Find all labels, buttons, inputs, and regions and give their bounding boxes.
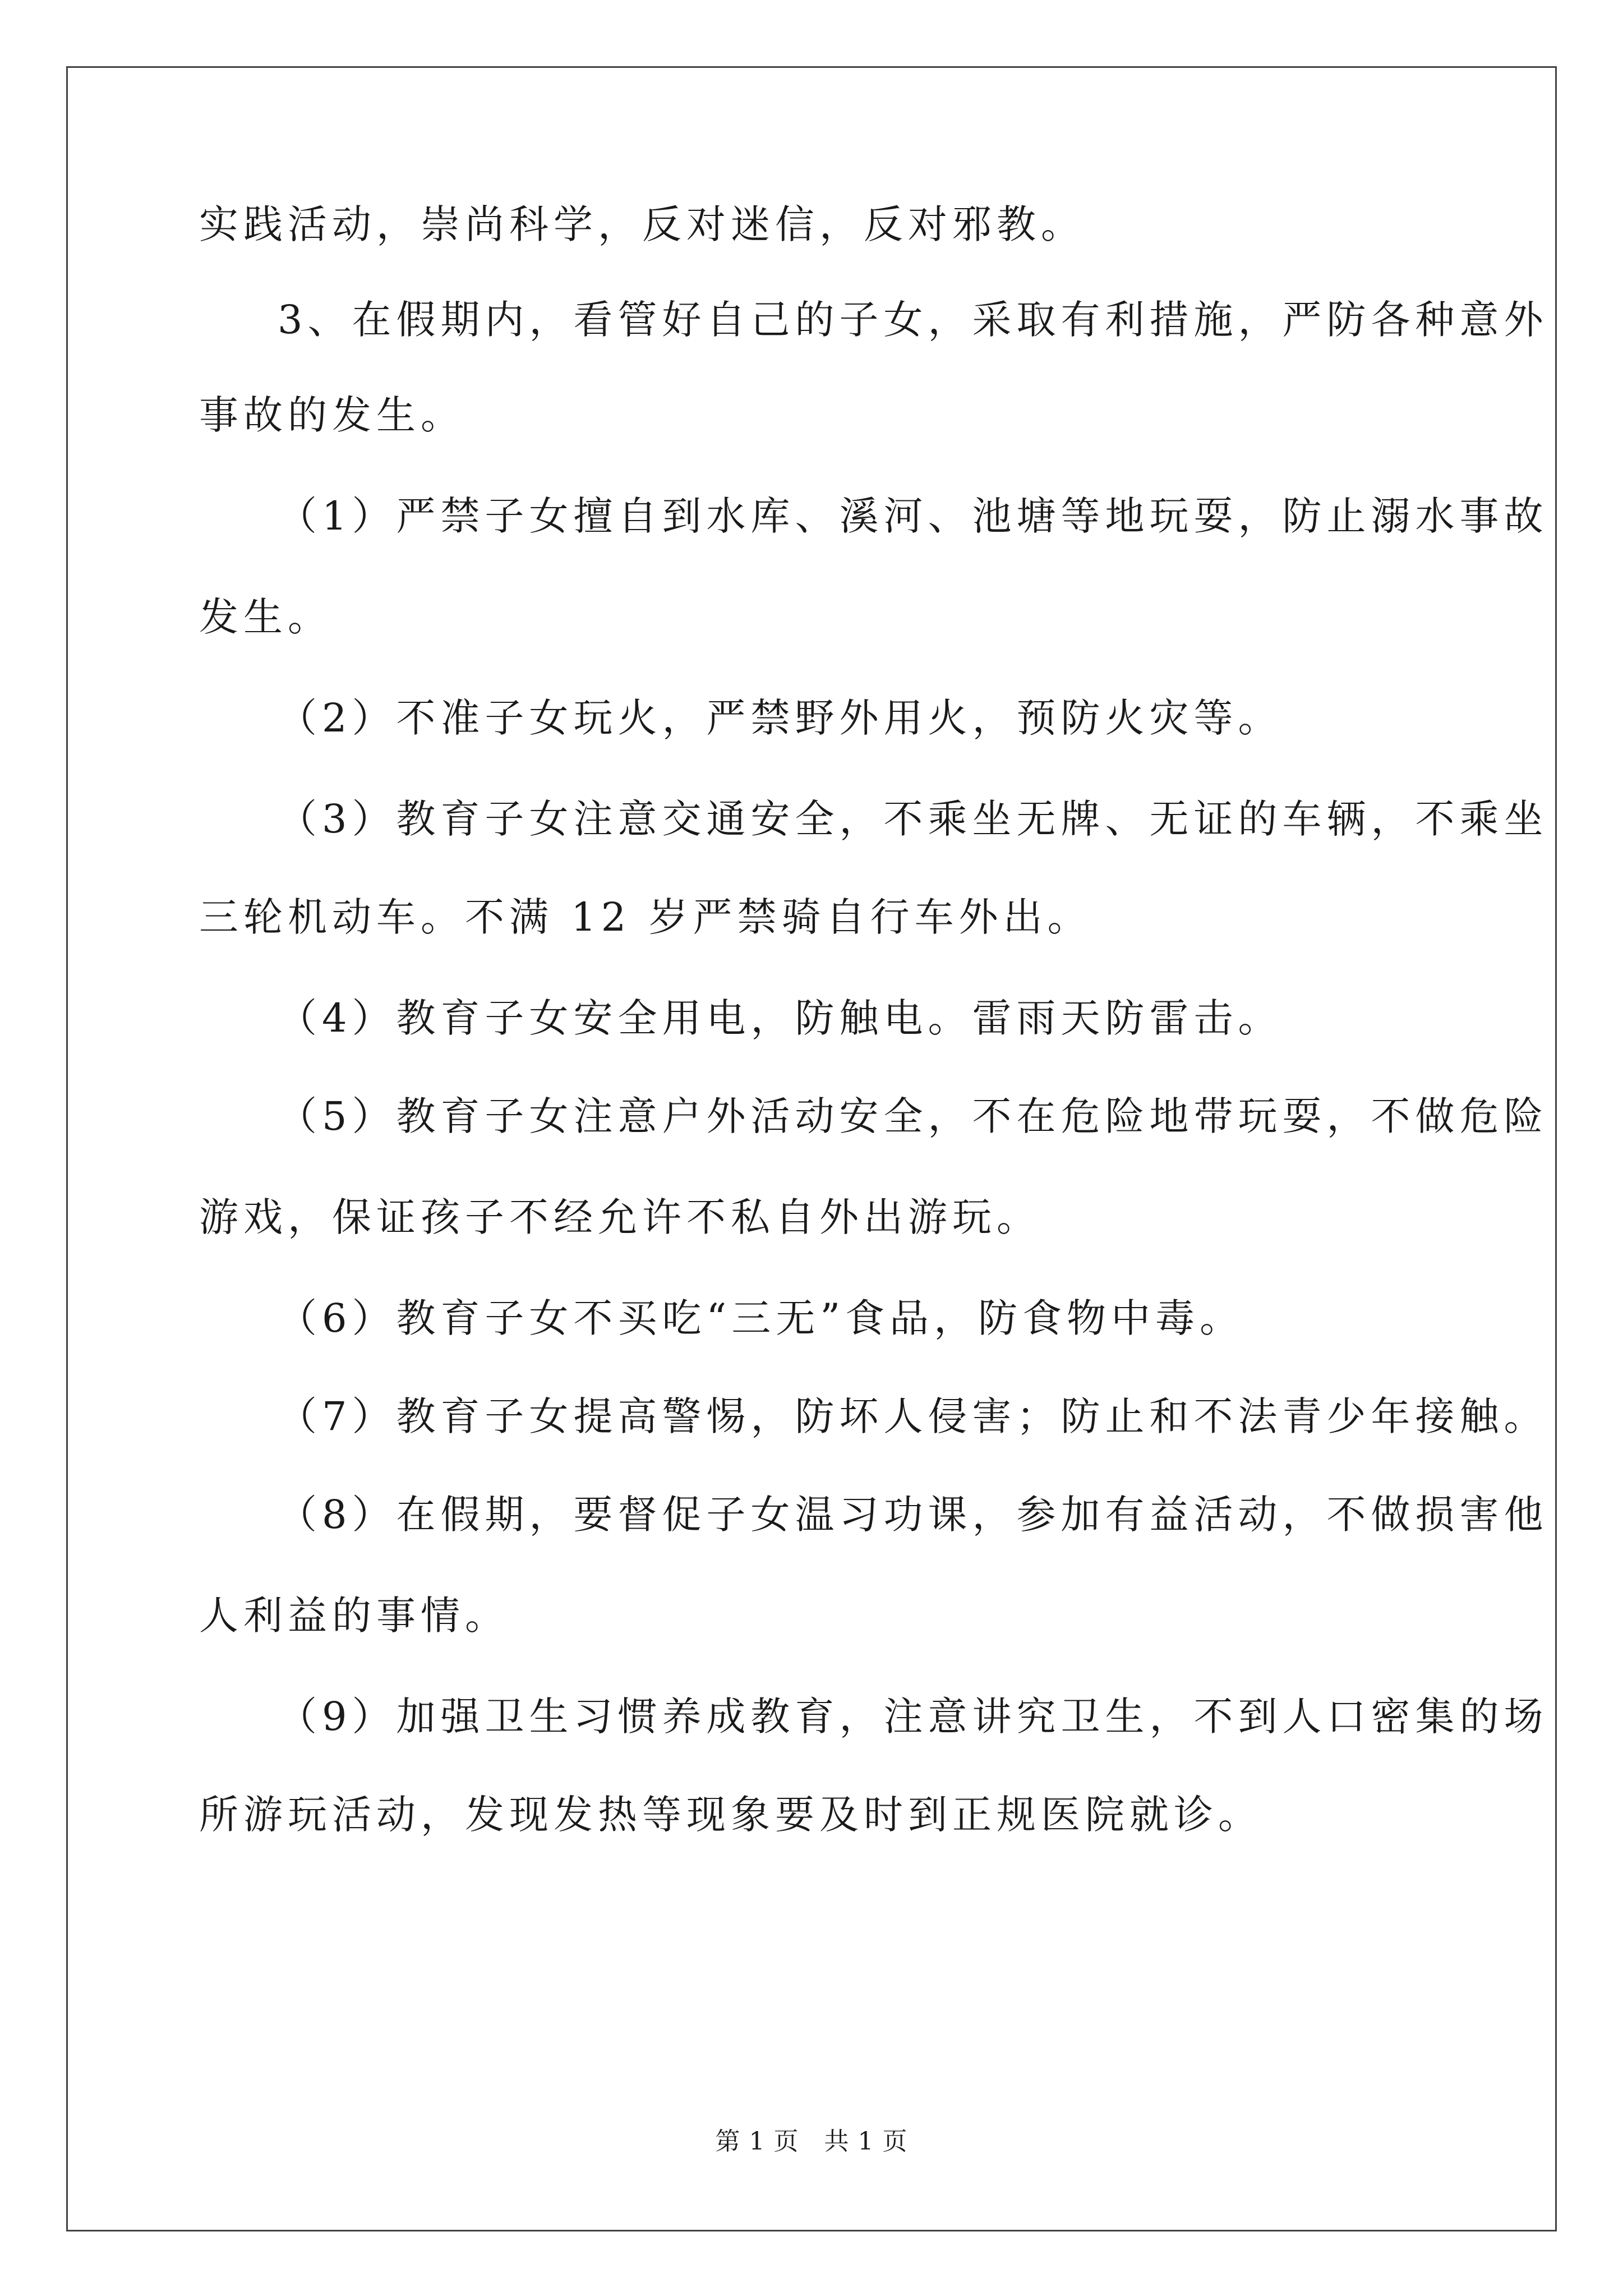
paragraph-line: （7）教育子女提高警惕，防坏人侵害；防止和不法青少年接触。 [278, 1393, 1548, 1439]
paragraph-line: 3、在假期内，看管好自己的子女，采取有利措施，严防各种意外 [278, 297, 1548, 343]
paragraph-line: （3）教育子女注意交通安全，不乘坐无牌、无证的车辆，不乘坐 [278, 796, 1548, 842]
paragraph-line: 发生。 [199, 594, 332, 640]
paragraph-line: 事故的发生。 [199, 392, 465, 438]
paragraph-line: 所游玩活动，发现发热等现象要及时到正规医院就诊。 [199, 1792, 1262, 1838]
paragraph-line: （4）教育子女安全用电，防触电。雷雨天防雷击。 [278, 995, 1283, 1041]
paragraph-line: （8）在假期，要督促子女温习功课，参加有益活动，不做损害他 [278, 1492, 1548, 1538]
paragraph-line: （5）教育子女注意户外活动安全，不在危险地带玩耍，不做危险 [278, 1093, 1548, 1139]
paragraph-line: 游戏，保证孩子不经允许不私自外出游玩。 [199, 1194, 1041, 1240]
paragraph-line: 实践活动，崇尚科学，反对迷信，反对邪教。 [199, 201, 1085, 247]
paragraph-line: （1）严禁子女擅自到水库、溪河、池塘等地玩耍，防止溺水事故 [278, 493, 1548, 539]
paragraph-line: （6）教育子女不买吃“三无”食品，防食物中毒。 [278, 1295, 1244, 1341]
page-footer: 第 1 页 共 1 页 [715, 2127, 908, 2156]
paragraph-line: 人利益的事情。 [199, 1593, 509, 1639]
paragraph-line: （9）加强卫生习惯养成教育，注意讲究卫生，不到人口密集的场 [278, 1694, 1548, 1740]
paragraph-line: （2）不准子女玩火，严禁野外用火，预防火灾等。 [278, 695, 1283, 741]
paragraph-line: 三轮机动车。不满 12 岁严禁骑自行车外出。 [199, 894, 1092, 940]
